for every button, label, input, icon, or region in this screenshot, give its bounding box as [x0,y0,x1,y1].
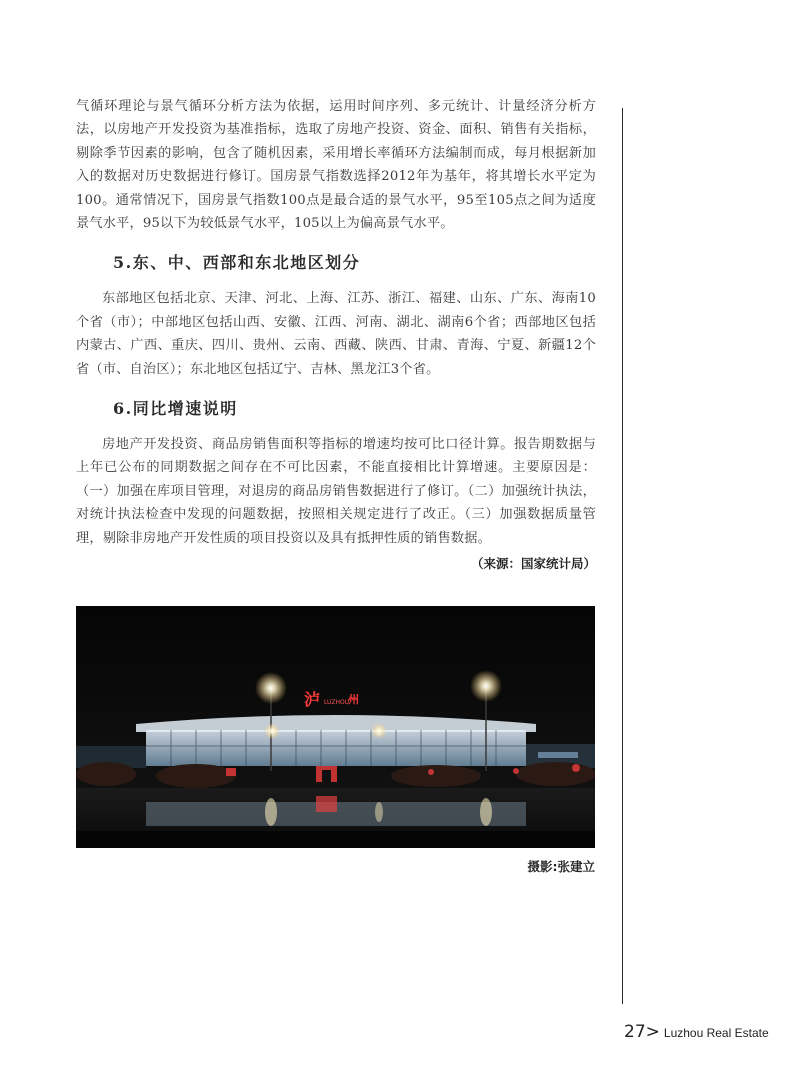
page-number: 27 [624,1022,646,1042]
section-5-paragraph: 东部地区包括北京、天津、河北、上海、江苏、浙江、福建、山东、广东、海南10个省（市）；中部地区包括山西、安徽、江西、河南、湖北、湖南6个省；西部地区包括内蒙古、广西、重庆、四川、贵州、云南、西藏、陕西、甘肃、青海、宁夏、新疆12个省（市、自治区）；东北地区包括辽宁、吉林、黑龙江3个省。 [76,291,596,377]
sign-text: LUZHOU [324,699,350,706]
sign-char-left: 泸 [304,690,321,709]
intro-paragraph: 气循环理论与景气循环分析方法为依据，运用时间序列、多元统计、计量经济分析方法，以房地产开发投资为基准指标，选取了房地产投资、资金、面积、销售有关指标，剔除季节因素的影响，包含了随机因素，采用增长率循环方法编制而成，每月根据新加入的数据对历史数据进行修订。国房景气指数选择2012年为基年，将其增长水平定为100。通常情况下，国房景气指数100点是最合适的景气水平，95至105点之间为适度景气水平，95以下为较低景气水平，105以上为偏高景气水平。 [76,99,596,232]
page-footer [624,1022,769,1042]
margin-rule [622,108,623,1004]
photo-illustration [76,606,595,848]
sign-char-right: 州 [348,693,359,706]
section-6-heading: 6.同比增速说明 [113,399,238,419]
magazine-name: Luzhou Real Estate [663,1026,769,1040]
section-6-paragraph: 房地产开发投资、商品房销售面积等指标的增速均按可比口径计算。报告期数据与上年已公布的同期数据之间存在不可比因素，不能直接相比计算增速。主要原因是：（一）加强在库项目管理，对退房的商品房销售数据进行了修订。（二）加强统计执法，对统计执法检查中发现的问题数据，按照相关规定进行了改正。（三）加强数据质量管理，剔除非房地产开发性质的项目投资以及具有抵押性质的销售数据。 [76,437,596,546]
photo-credit: 摄影:张建立 [527,859,595,874]
section-5-heading: 5.东、中、西部和东北地区划分 [113,253,361,273]
page-arrow: > [645,1022,660,1042]
source-note: （来源：国家统计局） [470,556,596,572]
article-body [76,95,596,574]
night-building-photo [76,606,595,848]
